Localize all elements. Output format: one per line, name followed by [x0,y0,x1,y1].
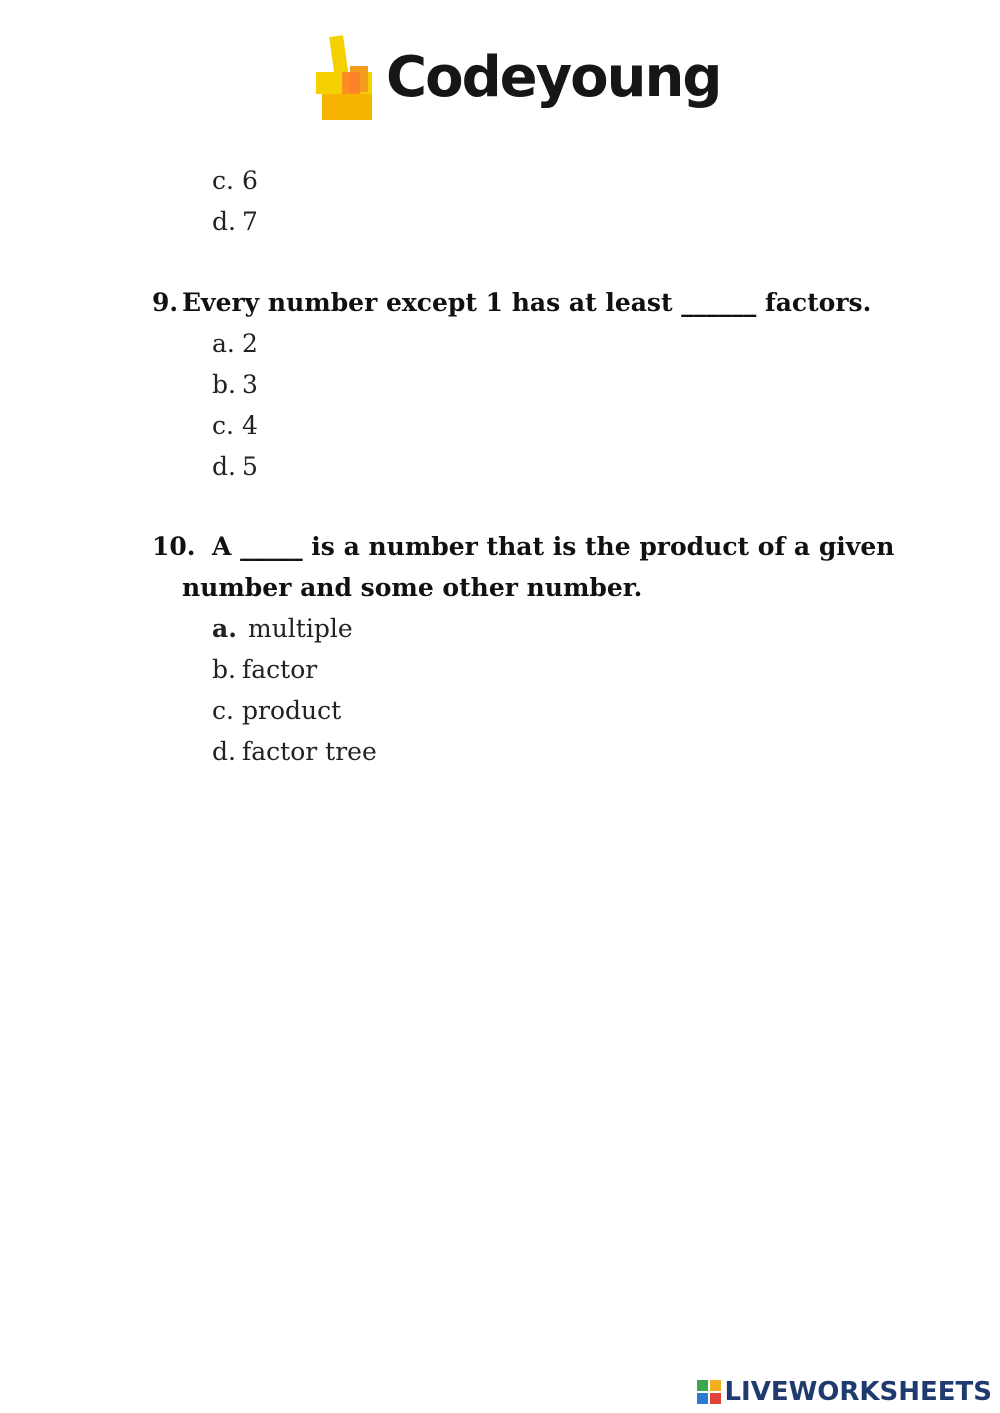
liveworksheets-footer [697,1377,992,1407]
option-text: 5 [242,452,258,481]
codeyoung-logo [312,32,721,130]
option-item [212,166,258,196]
liveworksheets-logo-icon [697,1380,721,1404]
option-item [212,655,317,685]
option-letter: a. [212,329,235,358]
liveworksheets-brand: LIVEWORKSHEETS [724,1377,992,1407]
option-text: multiple [248,614,353,643]
brand-name: Codeyoung [386,45,721,110]
option-text: 4 [242,411,258,440]
option-letter: b. [212,370,236,399]
question-text-line-1: A _____ is a number that is the product of a given [212,532,895,561]
option-letter: d. [212,452,236,481]
option-letter: d. [212,207,236,236]
option-text: 7 [242,207,258,236]
option-letter: b. [212,655,236,684]
codeyoung-logo-icon [312,32,382,130]
option-item [212,370,258,400]
option-letter: c. [212,411,234,440]
option-letter: c. [212,166,234,195]
option-item [212,452,258,482]
option-item-selected [212,614,353,644]
option-item [212,696,341,726]
option-letter: c. [212,696,234,725]
option-item [212,737,377,767]
option-text: 3 [242,370,258,399]
question-10-line-2 [182,573,642,603]
question-number: 9. [152,288,179,317]
option-item [212,329,258,359]
option-item [212,207,258,237]
option-letter: a. [212,614,237,643]
option-letter: d. [212,737,236,766]
option-item [212,411,258,441]
option-text: factor [242,655,318,684]
option-text: product [242,696,342,725]
question-text-line-2: number and some other number. [182,573,643,602]
option-text: 6 [242,166,258,195]
question-text: Every number except 1 has at least ______ factors. [182,288,872,317]
option-text: 2 [242,329,258,358]
question-number: 10. [152,532,196,561]
option-text: factor tree [242,737,377,766]
